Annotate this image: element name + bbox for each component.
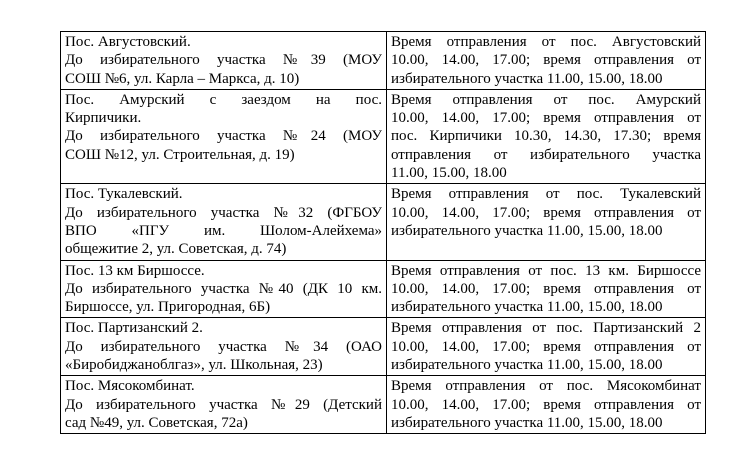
times-line: Время отправления от пос. Августовский xyxy=(391,34,701,50)
route-line: «Биробиджаноблгаз», ул. Школьная, 23) xyxy=(65,357,323,374)
times-line: 10.00, 14.00, 17.00; время отправления от xyxy=(391,338,701,355)
route-line: ВПО «ПГУ им. Шолом-Алейхема» xyxy=(65,222,382,239)
times-cell xyxy=(387,376,706,434)
times-line: Время отправления от пос. Партизанский 2 xyxy=(391,320,701,337)
table-row xyxy=(61,376,706,434)
route-line: Биршоссе, ул. Пригородная, 6Б) xyxy=(65,299,271,316)
route-cell xyxy=(61,89,387,183)
table-row xyxy=(61,318,706,376)
route-line: До избирательного участка №24 (МОУ xyxy=(65,128,382,145)
times-line: пос. Кирпичики 10.30, 14.30, 17.30; время xyxy=(391,128,701,145)
route-line: До избирательного участка №39 (МОУ xyxy=(65,52,382,69)
route-line: общежитие 2, ул. Советская, д. 74) xyxy=(65,241,287,258)
route-line: До избирательного участка №40 (ДК 10 км. xyxy=(65,280,382,297)
times-cell xyxy=(387,260,706,318)
route-line: До избирательного участка №29 (Детский xyxy=(65,396,382,413)
route-line: Пос. Мясокомбинат. xyxy=(65,378,195,395)
route-line: Пос. Партизанский 2. xyxy=(65,320,203,337)
times-line: 10.00, 14.00, 17.00; время отправления от xyxy=(391,110,701,127)
times-line: избирательного участка 11.00, 15.00, 18.00 xyxy=(391,70,663,87)
route-line: Пос. Тукалевский. xyxy=(65,186,183,203)
times-line: избирательного участка 11.00, 15.00, 18.00 xyxy=(391,299,663,316)
times-cell xyxy=(387,89,706,183)
table-row xyxy=(61,184,706,260)
times-line: отправления от избирательного участка xyxy=(391,146,701,163)
times-line: Время отправления от пос. 13 км. Биршоссе xyxy=(391,262,701,279)
times-cell xyxy=(387,32,706,90)
times-line: избирательного участка 11.00, 15.00, 18.00 xyxy=(391,357,663,374)
route-cell xyxy=(61,376,387,434)
route-line: Кирпичики. xyxy=(65,110,142,127)
route-line: сад №49, ул. Советская, 72а) xyxy=(65,414,248,431)
route-line: СОШ №12, ул. Строительная, д. 19) xyxy=(65,146,295,163)
times-cell xyxy=(387,318,706,376)
route-line: Пос. Амурский с заездом на пос. xyxy=(65,91,382,108)
route-line: Пос. 13 км Биршоссе. xyxy=(65,262,205,279)
route-line: До избирательного участка №34 (ОАО xyxy=(65,338,382,355)
table-row xyxy=(61,89,706,183)
route-line: СОШ №6, ул. Карла – Маркса, д. 10) xyxy=(65,70,300,87)
times-line: 10.00, 14.00, 17.00; время отправления от xyxy=(391,204,701,221)
times-line: 11.00, 15.00, 18.00 xyxy=(391,165,507,182)
times-line: Время отправления от пос. Мясокомбинат xyxy=(391,378,701,395)
schedule-table xyxy=(60,31,706,434)
times-line: Время отправления от пос. Тукалевский xyxy=(391,186,701,203)
table-row xyxy=(61,32,706,90)
times-line: 10.00, 14.00, 17.00; время отправления от xyxy=(391,396,701,413)
times-line: 10.00, 14.00, 17.00; время отправления от xyxy=(391,52,701,69)
times-line: Время отправления от пос. Амурский xyxy=(391,91,701,108)
times-line: 10.00, 14.00, 17.00; время отправления от xyxy=(391,280,701,297)
route-line: До избирательного участка №32 (ФГБОУ xyxy=(65,204,382,221)
table-row xyxy=(61,260,706,318)
times-cell xyxy=(387,184,706,260)
route-cell xyxy=(61,32,387,90)
route-cell xyxy=(61,260,387,318)
times-line: избирательного участка 11.00, 15.00, 18.00 xyxy=(391,222,663,239)
route-cell xyxy=(61,184,387,260)
times-line: избирательного участка 11.00, 15.00, 18.00 xyxy=(391,414,663,431)
route-line: Пос. Августовский. xyxy=(65,34,191,50)
route-cell xyxy=(61,318,387,376)
